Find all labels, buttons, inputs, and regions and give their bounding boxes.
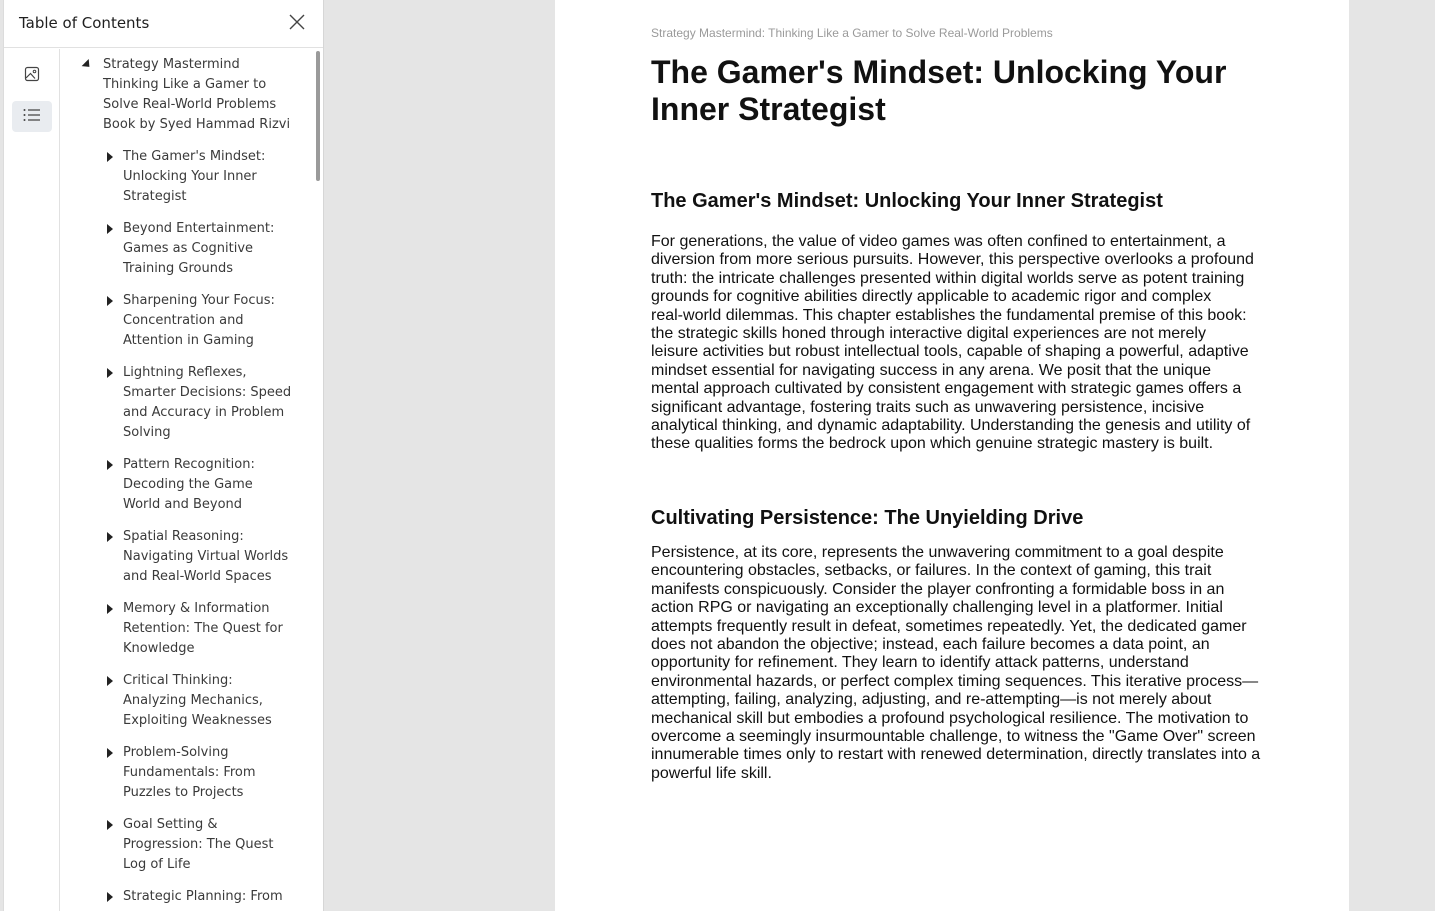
paragraph-line: mindset essential for navigating success in any arena. We posit that the unique: [651, 361, 1212, 379]
toc-item-line: Decoding the Game: [123, 477, 253, 492]
toc-item-line: and Real-World Spaces: [123, 569, 272, 584]
toc-item-line: Exploiting Weaknesses: [123, 713, 272, 728]
paragraph-line: attempts frequently result in defeat, sometimes repeatedly. Yet, the dedicated gamer: [651, 617, 1247, 635]
toc-root-line: Solve Real-World Problems: [103, 97, 277, 112]
toc-item-line: Games as Cognitive: [123, 241, 254, 256]
toc-item-line: Strategic Planning: From: [123, 889, 283, 904]
sidebar-rail: [4, 49, 60, 911]
toc-item-line: Knowledge: [123, 641, 195, 656]
paragraph-line: real-world dilemmas. This chapter establishes the fundamental premise of this book:: [651, 306, 1247, 324]
toc-item-line: Goal Setting &: [123, 817, 218, 832]
section-heading: Cultivating Persistence: The Unyielding Drive: [651, 507, 1084, 529]
caret-right-icon[interactable]: [107, 532, 113, 542]
toc-item-line: Problem-Solving: [123, 745, 229, 760]
toc-item-line: World and Beyond: [123, 497, 243, 512]
toc-item-line: Retention: The Quest for: [123, 621, 283, 636]
toc-item-line: Beyond Entertainment:: [123, 221, 275, 236]
toc-item-line: Unlocking Your Inner: [123, 169, 257, 184]
section-paragraph: [651, 233, 1265, 454]
paragraph-line: encountering obstacles, setbacks, or failures. In the context of gaming, this trait: [651, 562, 1212, 580]
running-head: Strategy Mastermind: Thinking Like a Gamer to Solve Real-World Problems: [651, 26, 1053, 40]
paragraph-line: opportunity for refinement. They learn to identify attack patterns, understand: [651, 654, 1189, 672]
toc-item-line: and Accuracy in Problem: [123, 405, 285, 420]
paragraph-line: Persistence, at its core, represents the unwavering commitment to a goal despite: [651, 544, 1224, 561]
toc-button[interactable]: [12, 101, 52, 132]
toc-item[interactable]: [123, 455, 293, 515]
paragraph-line: analytical thinking, and dynamic adaptability. Understanding the genesis and utility of: [651, 417, 1251, 435]
caret-right-icon[interactable]: [107, 748, 113, 758]
toc-item-line: Training Grounds: [123, 261, 234, 276]
toc-root-item[interactable]: [103, 55, 303, 135]
toc-item-line: Sharpening Your Focus:: [123, 293, 275, 308]
paragraph-line: mechanical skill but embodies a profound psychological resilience. The motivation to: [651, 709, 1249, 727]
toc-item[interactable]: [123, 219, 293, 279]
paragraph-line: diversion from more serious pursuits. However, this perspective overlooks a profound: [651, 251, 1254, 269]
chapter-title: The Gamer's Mindset: Unlocking Your Inner Strategist: [651, 54, 1227, 127]
toc-item[interactable]: [123, 527, 293, 587]
toc-item-line: Critical Thinking:: [123, 673, 233, 688]
paragraph-line: powerful life skill.: [651, 764, 772, 782]
caret-right-icon[interactable]: [107, 820, 113, 830]
toc-item-line: Attention in Gaming: [123, 333, 254, 348]
toc-item-line: Concentration and: [123, 313, 244, 328]
toc-root-line: Strategy Mastermind: [103, 57, 240, 72]
toc-item[interactable]: [123, 291, 293, 351]
section-heading: The Gamer's Mindset: Unlocking Your Inner Strategist: [651, 190, 1163, 212]
caret-right-icon[interactable]: [107, 604, 113, 614]
caret-right-icon[interactable]: [107, 676, 113, 686]
paragraph-line: does not abandon the objective; instead, each failure becomes a data point, an: [651, 636, 1210, 654]
paragraph-line: manifests conspicuously. Consider the player confronting a formidable boss in an: [651, 580, 1225, 598]
paragraph-line: attempting, failing, analyzing, adjusting, and re-attempting—is not merely about: [651, 691, 1212, 709]
toc-item-line: Analyzing Mechanics,: [123, 693, 263, 708]
toc-item-line: Navigating Virtual Worlds: [123, 549, 289, 564]
paragraph-line: action RPG or navigating an exceptionally challenging level in a platformer. Initial: [651, 599, 1223, 617]
toc-item-line: Smarter Decisions: Speed: [123, 385, 292, 400]
paragraph-line: environmental hazards, or perfect complex timing sequences. This iterative process—: [651, 672, 1259, 690]
paragraph-line: significant advantage, fostering traits such as unwavering persistence, incisive: [651, 398, 1205, 416]
toc-item-line: Puzzles to Projects: [123, 785, 244, 800]
sidebar-title: Table of Contents: [19, 14, 150, 32]
toc-item-line: Pattern Recognition:: [123, 457, 255, 472]
toc-item[interactable]: [123, 363, 293, 443]
paragraph-line: truth: the intricate challenges presented within digital worlds serve as potent training: [651, 269, 1245, 287]
toc-item[interactable]: [123, 147, 293, 207]
section-paragraph: [651, 544, 1265, 783]
toc-item-line: Solving: [123, 425, 171, 440]
paragraph-line: leisure activities but robust intellectual tools, capable of shaping a powerful, adaptive: [651, 343, 1249, 361]
caret-right-icon[interactable]: [107, 368, 113, 378]
toc-item-line: The Gamer's Mindset:: [123, 149, 266, 164]
toc-list: [61, 49, 323, 911]
toc-root-line: Thinking Like a Gamer to: [103, 77, 267, 92]
list-icon: [23, 107, 41, 126]
caret-right-icon[interactable]: [107, 152, 113, 162]
paragraph-line: the strategic skills honed through interactive digital experiences are not merely: [651, 325, 1206, 343]
toc-sidebar: [3, 0, 324, 911]
paragraph-line: these qualities forms the bedrock upon which genuine strategic mastery is built.: [651, 435, 1214, 453]
paragraph-line: innumerable times only to restart with renewed determination, directly translates into a: [651, 746, 1261, 764]
toc-item-line: Spatial Reasoning:: [123, 529, 244, 544]
close-icon[interactable]: [287, 12, 307, 32]
toc-root-line: Book by Syed Hammad Rizvi: [103, 117, 291, 132]
document-page: [555, 0, 1349, 911]
paragraph-line: For generations, the value of video games was often confined to entertainment, a: [651, 233, 1226, 250]
toc-item-line: Fundamentals: From: [123, 765, 256, 780]
sidebar-header: [4, 0, 323, 48]
toc-item[interactable]: [123, 815, 293, 875]
paragraph-line: grounds for cognitive abilities directly applicable to academic rigor and complex: [651, 288, 1212, 306]
image-icon: [24, 66, 40, 86]
toc-item-line: Log of Life: [123, 857, 191, 872]
toc-item-line: Progression: The Quest: [123, 837, 274, 852]
toc-item[interactable]: [123, 887, 293, 907]
toc-item[interactable]: [123, 743, 293, 803]
caret-right-icon[interactable]: [107, 296, 113, 306]
toc-item-line: Lightning Reflexes,: [123, 365, 247, 380]
paragraph-line: mental approach cultivated by consistent engagement with strategic games offers a: [651, 380, 1242, 398]
thumbnails-button[interactable]: [12, 60, 52, 91]
toc-item[interactable]: [123, 599, 293, 659]
caret-right-icon[interactable]: [107, 460, 113, 470]
toc-item-line: Memory & Information: [123, 601, 270, 616]
caret-right-icon[interactable]: [107, 892, 113, 902]
caret-down-icon[interactable]: [82, 59, 93, 70]
paragraph-line: overcome a seemingly insurmountable challenge, to witness the "Game Over" screen: [651, 728, 1256, 746]
toc-item[interactable]: [123, 671, 293, 731]
toc-item-line: Strategist: [123, 189, 187, 204]
caret-right-icon[interactable]: [107, 224, 113, 234]
